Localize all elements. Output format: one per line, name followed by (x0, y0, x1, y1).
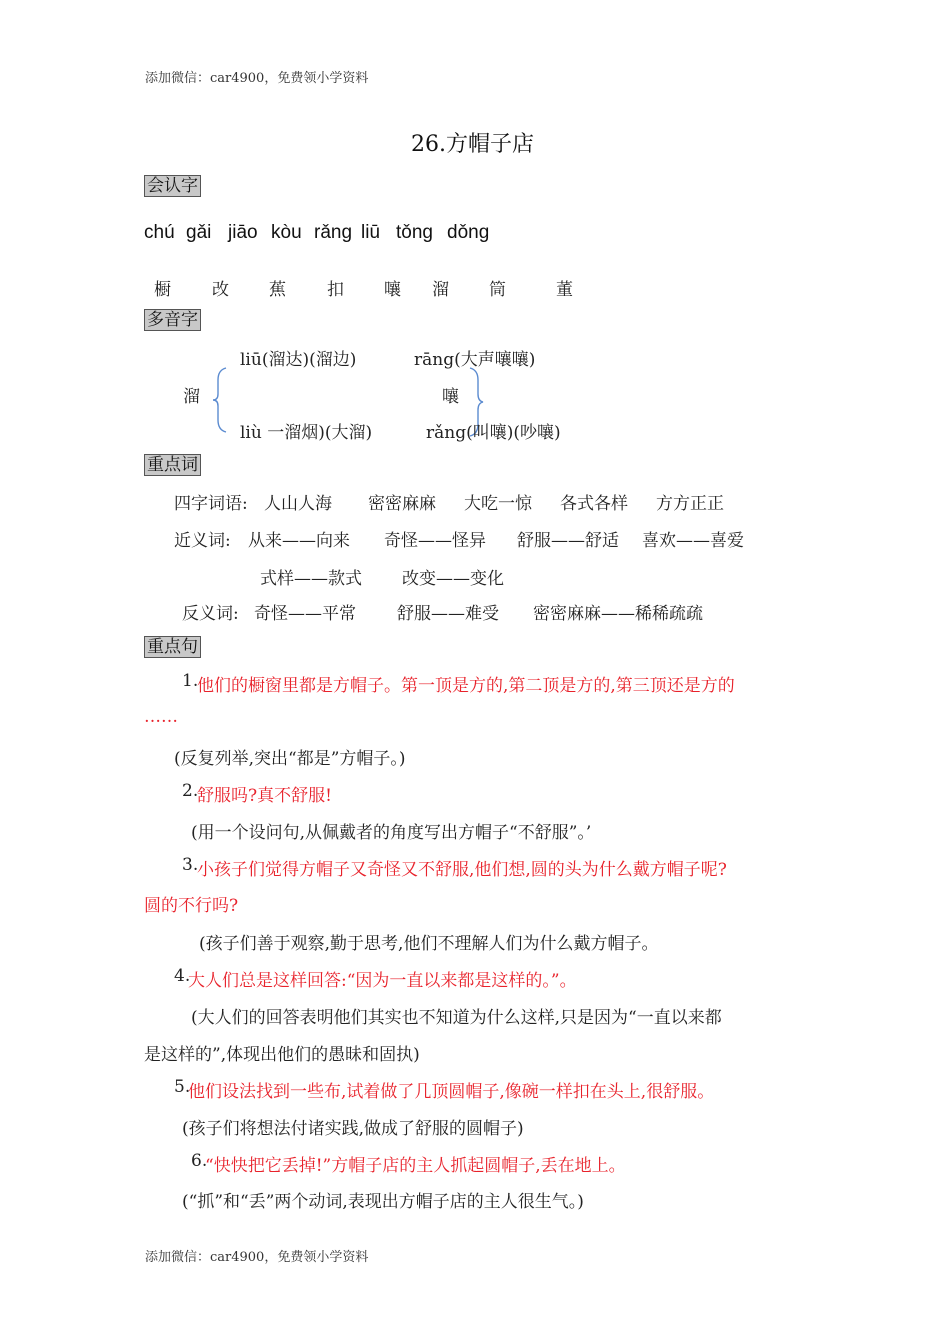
word-pair: 喜欢——喜爱 (642, 531, 744, 551)
sentence-number: 4. (174, 966, 191, 986)
sentence-number: 2. (182, 781, 199, 801)
word: 各式各样 (560, 494, 628, 514)
sentence-note: (孩子们善于观察,勤于思考,他们不理解人们为什么戴方帽子。 (199, 934, 659, 954)
hanzi: 橱 (154, 280, 171, 300)
pinyin: liū (361, 222, 381, 243)
page-title: 26.方帽子店 (411, 132, 534, 157)
key-sentence: 他们的橱窗里都是方帽子。第一顶是方的,第二顶是方的,第三顶还是方的 (197, 676, 735, 696)
key-sentence: 他们设法找到一些布,试着做了几顶圆帽子,像碗一样扣在头上,很舒服。 (188, 1082, 715, 1102)
polyphone-reading: rāng(大声嚷嚷) (414, 350, 536, 370)
word-pair: 舒服——舒适 (517, 531, 619, 551)
hanzi: 蕉 (269, 280, 286, 300)
word: 大吃一惊 (464, 494, 532, 514)
word-pair: 式样——款式 (260, 569, 362, 589)
sentence-note: (孩子们将想法付诸实践,做成了舒服的圆帽子) (182, 1119, 524, 1139)
key-sentence: 大人们总是这样回答:“因为一直以来都是这样的。”。 (188, 971, 577, 991)
pinyin: dǒng (447, 222, 490, 243)
hanzi: 扣 (327, 280, 344, 300)
page-header: 添加微信：car4900，免费领小学资料 (145, 71, 369, 86)
hanzi: 溜 (432, 280, 449, 300)
section-tag-keysentences: 重点句 (144, 636, 201, 658)
word-pair: 奇怪——平常 (254, 604, 356, 624)
sentence-note: (“抓”和“丢”两个动词,表现出方帽子店的主人很生气。) (182, 1192, 584, 1212)
word: 人山人海 (264, 494, 332, 514)
polyphone-reading: liù 一溜烟)(大溜) (240, 423, 373, 443)
key-sentence: 舒服吗?真不舒服! (197, 786, 332, 806)
word-pair: 舒服——难受 (397, 604, 499, 624)
polyphone-char: 嚷 (442, 387, 459, 407)
pinyin: gǎi (186, 222, 212, 243)
page-footer: 添加微信：car4900，免费领小学资料 (145, 1250, 369, 1265)
sentence-note: (反复列举,突出“都是”方帽子。) (174, 749, 406, 769)
key-sentence-cont: …… (144, 707, 178, 727)
sentence-number: 1. (182, 671, 199, 691)
sentence-number: 5. (174, 1077, 191, 1097)
polyphone-reading: liū(溜达)(溜边) (240, 350, 357, 370)
sentence-number: 3. (182, 855, 199, 875)
section-tag-keywords: 重点词 (144, 454, 201, 476)
key-sentence: 小孩子们觉得方帽子又奇怪又不舒服,他们想,圆的头为什么戴方帽子呢? (197, 860, 727, 880)
pinyin: chú (144, 222, 175, 243)
key-sentence-cont: 圆的不行吗? (144, 896, 239, 916)
pinyin: kòu (271, 222, 302, 243)
hanzi: 嚷 (384, 280, 401, 300)
word-pair: 密密麻麻——稀稀疏疏 (533, 604, 703, 624)
hanzi: 董 (556, 280, 573, 300)
words-label: 近义词: (174, 531, 231, 551)
word-pair: 改变——变化 (402, 569, 504, 589)
section-tag-polyphone: 多音字 (144, 309, 201, 331)
key-sentence: “快快把它丢掉!”方帽子店的主人抓起圆帽子,丢在地上。 (205, 1156, 626, 1176)
hanzi: 改 (212, 280, 229, 300)
polyphone-char: 溜 (183, 387, 200, 407)
pinyin: jiāo (228, 222, 258, 243)
word-pair: 奇怪——怪异 (384, 531, 486, 551)
hanzi: 筒 (489, 280, 506, 300)
sentence-note: (大人们的回答表明他们其实也不知道为什么这样,只是因为“一直以来都 (191, 1008, 722, 1028)
pinyin: tǒng (396, 222, 433, 243)
brace-icon (212, 366, 228, 434)
section-tag-recognize: 会认字 (144, 175, 201, 197)
word-pair: 从来——向来 (248, 531, 350, 551)
sentence-note: (用一个设问句,从佩戴者的角度写出方帽子“不舒服”。’ (191, 823, 592, 843)
sentence-number: 6. (191, 1151, 208, 1171)
pinyin: rǎng (314, 222, 353, 243)
word: 方方正正 (656, 494, 724, 514)
sentence-note-cont: 是这样的”,体现出他们的愚昧和固执) (144, 1045, 420, 1065)
words-label: 四字词语: (174, 494, 248, 514)
words-label: 反义词: (182, 604, 239, 624)
polyphone-reading: rǎng(叫嚷)(吵嚷) (426, 423, 561, 443)
word: 密密麻麻 (368, 494, 436, 514)
